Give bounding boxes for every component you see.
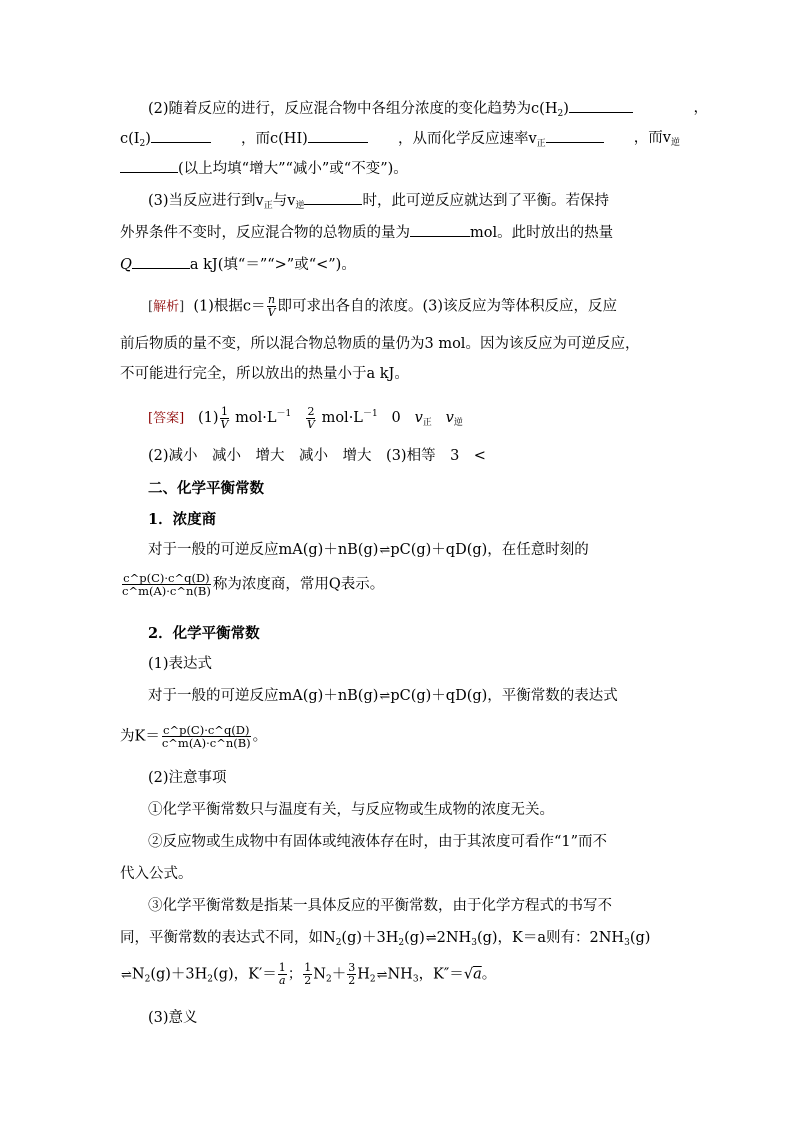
subscript: 2 — [398, 938, 405, 948]
subscript: 3 — [412, 974, 419, 985]
text: ] — [179, 299, 185, 315]
note-2-line-1: ②反应物或生成物中有固体或纯液体存在时，由于其浓度可看作“1”而不 — [148, 834, 608, 850]
text: N — [131, 966, 145, 983]
text: 称为浓度商，常用Q表示。 — [212, 576, 385, 593]
subscript: 正 — [263, 201, 273, 211]
text: ) — [563, 101, 569, 117]
equilibrium-arrow-icon: ⇌ — [379, 543, 390, 558]
text: a kJ(填“＝”“>”或“<”)。 — [189, 257, 356, 273]
text: Q — [120, 257, 132, 273]
note-2-line-2: 代入公式。 — [120, 866, 193, 882]
subheading-meaning: (3)意义 — [148, 1010, 198, 1026]
equilibrium-arrow-icon: ⇌ — [425, 931, 436, 946]
text: ，而v — [633, 130, 671, 146]
superscript: －1 — [362, 409, 378, 419]
fraction — [220, 406, 230, 431]
note-3-line-2 — [120, 928, 680, 953]
fraction — [347, 962, 356, 987]
numerator: c^p(C)·c^q(D) — [123, 571, 210, 585]
text: 与v — [272, 193, 296, 209]
expression-line-1 — [148, 686, 708, 707]
denominator: V — [267, 306, 276, 319]
text: 。 — [252, 728, 268, 745]
subscript: 逆 — [453, 418, 463, 428]
note-3-line-3 — [120, 962, 680, 990]
subscript: 2 — [139, 139, 146, 149]
text: ，K″＝ — [418, 966, 464, 983]
denominator: a — [278, 974, 286, 987]
subscript: 逆 — [670, 138, 680, 148]
subscript: 正 — [536, 139, 546, 149]
text: mol·L — [235, 410, 277, 426]
q2-line-3 — [120, 158, 680, 179]
section-title: 二、化学平衡常数 — [148, 480, 264, 497]
answer-blank — [569, 98, 633, 113]
answer-line-2: (2)减小 减小 增大 减小 增大 (3)相等 3 < — [148, 448, 486, 464]
subscript: 2 — [335, 938, 342, 948]
answer-blank — [151, 128, 211, 143]
text: ， — [693, 100, 708, 116]
answer-blank — [410, 222, 470, 237]
text: mol。此时放出的热量 — [470, 225, 614, 241]
text: (g)，K′＝ — [213, 966, 277, 983]
fraction-n-over-v — [267, 294, 277, 319]
sqrt-icon: √ — [463, 966, 474, 983]
text: ＋ — [331, 966, 347, 983]
numerator: 1 — [278, 961, 286, 974]
fraction — [278, 962, 287, 987]
numerator: 1 — [221, 404, 228, 418]
k-fraction — [161, 724, 252, 749]
note-3-line-1: ③化学平衡常数是指某一具体反应的平衡常数，由于化学方程式的书写不 — [148, 898, 612, 914]
text: 时，此可逆反应就达到了平衡。若保持 — [362, 193, 609, 209]
text: ，而c(HI) — [241, 131, 308, 147]
text: pC(g)＋qD(g)，在任意时刻的 — [390, 542, 589, 558]
text: ； — [287, 966, 303, 983]
equilibrium-arrow-icon: ⇌ — [121, 967, 131, 983]
text: 对于一般的可逆反应mA(g)＋nB(g) — [148, 688, 379, 704]
subscript: 正 — [422, 418, 432, 428]
subscript: 2 — [325, 974, 332, 985]
text: (2)随着反应的进行，反应混合物中各组分浓度的变化趋势为c(H — [148, 101, 558, 117]
numerator: 1 — [304, 961, 312, 974]
q3-line-2 — [120, 222, 680, 243]
text: ，从而化学反应速率v — [397, 131, 537, 147]
analysis-line-3: 不可能进行完全，所以放出的热量小于a kJ。 — [120, 366, 409, 382]
subscript: 逆 — [295, 201, 305, 211]
analysis-line-1 — [148, 294, 708, 319]
text: c(I — [120, 131, 140, 147]
fraction — [303, 962, 312, 987]
numerator: c^p(C)·c^q(D) — [163, 723, 250, 737]
equilibrium-arrow-icon: ⇌ — [379, 689, 390, 704]
text: (以上均填“增大”“减小”或“不变”)。 — [178, 161, 408, 177]
concentration-quotient-line-1 — [148, 540, 708, 561]
heading-2: 2．化学平衡常数 — [148, 625, 260, 642]
fraction — [306, 406, 316, 431]
text: 即可求出各自的浓度。(3)该反应为等体积反应，反应 — [277, 298, 618, 315]
denominator: V — [220, 417, 229, 431]
text: (1) — [197, 410, 219, 426]
subscript: 2 — [144, 974, 151, 985]
numerator: 2 — [307, 404, 315, 418]
quotient-fraction — [121, 572, 212, 597]
text: 同，平衡常数的表达式不同，如N — [120, 930, 336, 946]
numerator: 3 — [348, 961, 356, 974]
numerator: n — [267, 293, 276, 306]
subscript: 2 — [369, 974, 376, 985]
equilibrium-arrow-icon: ⇌ — [376, 967, 387, 983]
q2-line-1 — [148, 98, 708, 124]
text: ) — [145, 131, 151, 147]
text: 外界条件不变时，反应混合物的总物质的量为 — [120, 225, 410, 241]
text: (1)根据c＝ — [193, 298, 266, 315]
subscript: 3 — [471, 938, 477, 948]
answer-line-1 — [148, 404, 708, 433]
text: v — [445, 410, 454, 426]
sqrt-argument: a — [473, 966, 482, 983]
text: 0 — [391, 410, 401, 426]
text: (g)＋3H — [150, 966, 208, 983]
text: (g) — [404, 930, 425, 946]
denominator: V — [307, 417, 315, 431]
subscript: 2 — [557, 109, 564, 119]
answer-blank — [308, 128, 368, 143]
subscript: 2 — [207, 974, 214, 985]
answer-blank — [546, 128, 604, 143]
denominator: 2 — [304, 974, 312, 987]
text: pC(g)＋qD(g)，平衡常数的表达式 — [390, 688, 618, 704]
denominator: c^m(A)·c^n(B) — [122, 584, 211, 598]
subscript: 3 — [624, 938, 630, 948]
denominator: 2 — [348, 974, 356, 987]
text: mol·L — [321, 410, 363, 426]
text: v — [414, 410, 423, 426]
text: 。 — [481, 966, 497, 983]
text: (g) — [629, 930, 651, 946]
text: (3)当反应进行到v — [148, 193, 264, 209]
heading-1: 1．浓度商 — [148, 511, 217, 528]
note-1: ①化学平衡常数只与温度有关，与反应物或生成物的浓度无关。 — [148, 802, 554, 818]
subheading-notes: (2)注意事项 — [148, 770, 227, 786]
answer-blank — [120, 158, 178, 173]
concentration-quotient-line-2 — [120, 572, 680, 597]
text: N — [313, 966, 326, 983]
answer-blank — [132, 254, 190, 269]
q2-line-2 — [120, 128, 680, 154]
text: [ — [148, 299, 154, 315]
text: H — [357, 966, 370, 983]
answer-blank — [304, 190, 362, 205]
text: 为K＝ — [120, 728, 160, 745]
analysis-line-2: 前后物质的量不变，所以混合物总物质的量仍为3 mol。因为该反应为可逆反应， — [120, 336, 640, 352]
denominator: c^m(A)·c^n(B) — [161, 736, 251, 750]
text: 对于一般的可逆反应mA(g)＋nB(g) — [148, 542, 379, 558]
text: 2NH — [436, 930, 472, 946]
subheading-expression: (1)表达式 — [148, 656, 213, 672]
q3-line-3 — [120, 254, 680, 275]
text: NH — [387, 966, 413, 983]
q3-line-1 — [148, 190, 708, 216]
text: (g)，K＝a则有：2NH — [476, 930, 625, 946]
expression-line-2 — [120, 724, 680, 749]
text: (g)＋3H — [341, 930, 399, 946]
answer-tag: [答案] — [148, 411, 185, 426]
analysis-tag — [148, 300, 184, 315]
text: 解析 — [153, 299, 180, 315]
superscript: －1 — [276, 409, 292, 419]
